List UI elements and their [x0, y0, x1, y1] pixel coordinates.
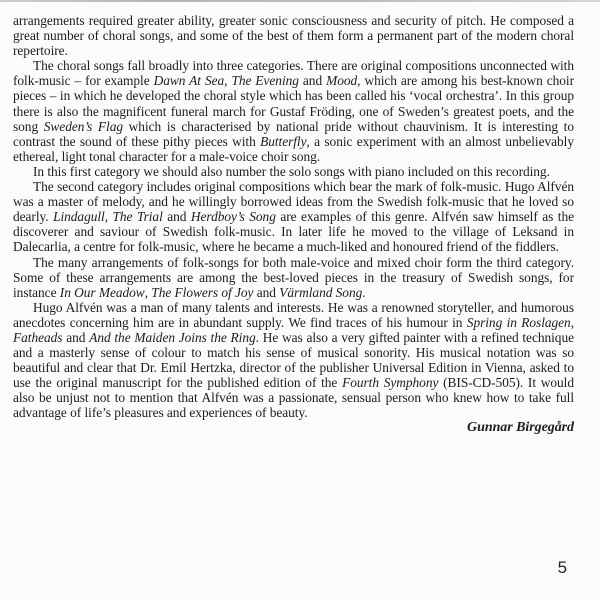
italic-title-text: The Evening	[231, 73, 299, 89]
italic-title-text: Värmland Song	[279, 284, 363, 300]
body-text-segment: .	[362, 284, 366, 300]
body-text-segment: ,	[104, 209, 113, 225]
body-text-segment: The choral songs fall broadly into three categories. There are original compositions unconnected with folk-music – for example	[13, 58, 574, 89]
page-number: 5	[557, 558, 567, 577]
author-signature: Gunnar Birgegård	[467, 419, 574, 435]
italic-title-text: The Flowers of Joy	[151, 284, 254, 300]
italic-title-text: And the Maiden Joins the Ring	[89, 329, 256, 345]
body-text-segment: and	[253, 284, 280, 300]
italic-title-text: Dawn At Sea	[153, 73, 225, 89]
body-text-segment: ,	[224, 73, 232, 89]
scan-edge-artifact	[0, 0, 600, 2]
body-text-segment: (BIS-CD-505). It would also be unjust not to mention that Alfvén was a passionate, sensual person who knew how to take full advantage of life’s pleasures and experiences of beauty.	[13, 375, 574, 421]
body-text-segment: The second category includes original compositions which bear the mark of folk-music. Hugo Alfvén was a master of melody, and he willingly borrowed ideas from the Swedish folk-music that he loved so dearly.	[13, 179, 574, 225]
body-text-segment: ,	[570, 314, 574, 330]
paragraph	[13, 164, 574, 179]
body-text	[13, 13, 574, 421]
italic-title-text: The Trial	[112, 209, 163, 225]
body-text-segment: and	[162, 209, 191, 225]
paragraph	[13, 300, 574, 421]
body-text-segment: ,	[144, 284, 152, 300]
body-text-segment: which is characterised by national pride without chauvinism. It is interesting to contrast the sound of these pithy pieces with	[13, 118, 574, 149]
paragraph	[13, 58, 574, 164]
italic-title-text: Fourth Symphony	[342, 375, 439, 391]
body-text-segment: and	[62, 329, 90, 345]
italic-title-text: Sweden’s Flag	[43, 118, 123, 134]
italic-title-text: Spring in Roslagen	[466, 314, 571, 330]
italic-title-text: Mood	[326, 73, 358, 89]
body-text-segment: In this first category we should also number the solo songs with piano included on this recording.	[33, 163, 550, 179]
paragraph	[13, 13, 574, 58]
italic-title-text: In Our Meadow	[59, 284, 145, 300]
body-text-segment: The many arrangements of folk-songs for both male-voice and mixed choir form the third category. Some of these arrangements are among the best-loved pieces in the treasury of Swedish songs, for instance	[13, 254, 574, 300]
body-text-segment: , which are among his best-known choir pieces – in which he developed the choral style which has been called his ‘vocal orchestra’. In this group there is also the magnificent funeral march for Gustaf Fröding, one of Sweden’s greatest poets, and the song	[13, 73, 575, 134]
body-text-segment: and	[298, 73, 327, 89]
body-text-segment: Hugo Alfvén was a man of many talents and interests. He was a renowned storyteller, and humorous anecdotes concerning him are in abundant supply. We find traces of his humour in	[13, 299, 574, 330]
italic-title-text: Fatheads	[13, 329, 63, 345]
body-text-segment: arrangements required greater ability, greater sonic consciousness and security of pitch. He composed a great number of choral songs, and some of the best of them form a permanent part of the modern choral repertoire.	[13, 13, 574, 59]
paragraph	[13, 179, 574, 254]
body-text-segment: are examples of this genre. Alfvén saw himself as the discoverer and saviour of Swedish folk-music. In later life he moved to the village of Leksand in Dalecarlia, a centre for folk-music, where he became a much-liked and honoured friend of the fiddlers.	[13, 209, 574, 255]
italic-title-text: Butterfly	[260, 133, 307, 149]
italic-title-text: Lindagull	[53, 209, 105, 225]
body-text-segment: , a sonic experiment with an almost unbelievably ethereal, light tonal character for a male-voice choir song.	[13, 133, 574, 164]
body-text-segment: . He was also a very gifted painter with a refined technique and a masterly sense of colour to match his sense of musical sonority. His musical notation was so beautiful and clear that Dr. Emil Hertzka, director of the publisher Universal Edition in Vienna, asked to use the original manuscript for the published edition of the	[13, 329, 574, 391]
paragraph	[13, 255, 574, 300]
italic-title-text: Herdboy’s Song	[190, 209, 276, 225]
